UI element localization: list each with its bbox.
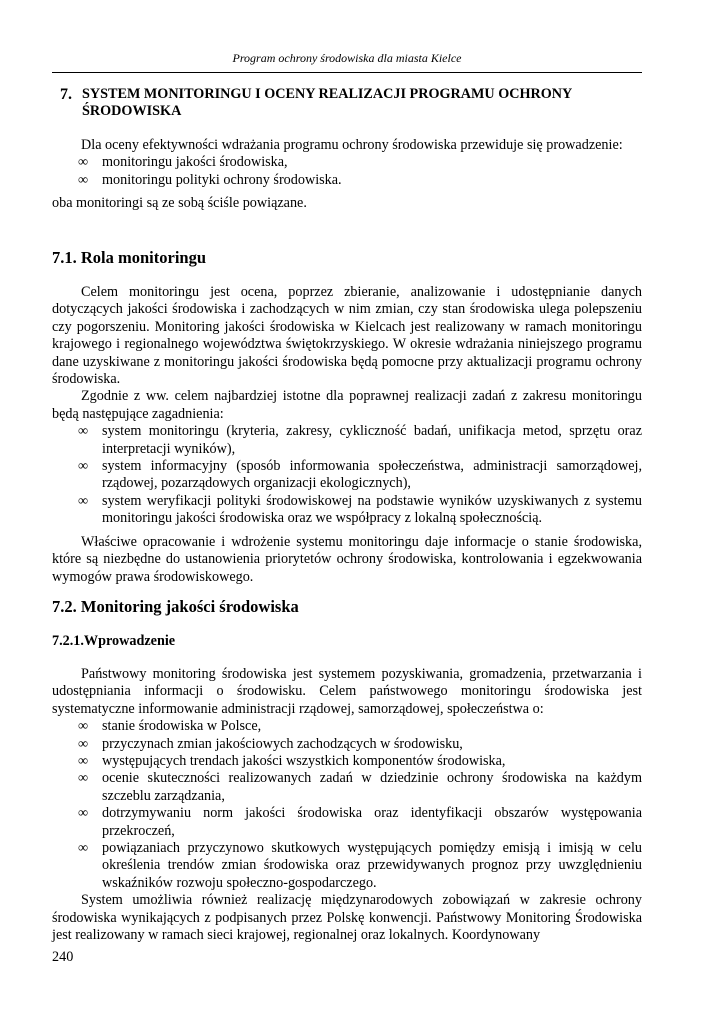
bullet-icon: ∞ — [78, 423, 89, 440]
page-number: 240 — [52, 949, 74, 965]
chapter-number: 7. — [60, 86, 72, 103]
bullet-icon: ∞ — [78, 770, 89, 787]
chapter-title: SYSTEM MONITORINGU I OCENY REALIZACJI PROGRAMU OCHRONY ŚRODOWISKA — [82, 86, 572, 120]
bullet-icon: ∞ — [78, 492, 89, 509]
list-item: ∞ stanie środowiska w Polsce, — [78, 718, 262, 735]
list-item: ∞ ocenie skuteczności realizowanych zadań w dziedzinie ochrony środowiska na każdym szczeblu zarządzania, — [78, 770, 642, 804]
list-item: ∞ monitoringu jakości środowiska, — [78, 154, 288, 171]
intro-paragraph: Dla oceny efektywności wdrażania programu ochrony środowiska przewiduje się prowadzenie: — [81, 137, 623, 153]
intro-block — [52, 137, 642, 213]
bullet-icon: ∞ — [78, 805, 89, 822]
header-divider — [52, 72, 642, 73]
list-item: ∞ system informacyjny (sposób informowania społeczeństwa, administracji samorządowej, rządowej, pozarządowych organizacji ekologicznych), — [78, 458, 642, 492]
paragraph: Właściwe opracowanie i wdrożenie systemu monitoringu daje informacje o stanie środowiska, które są niezbędne do ustanowienia priorytetów ochrony środowiska, kontrolowania i egzekwowania wymogów prawa środowiskowego. — [52, 533, 642, 585]
section-7-1-body — [52, 284, 642, 586]
subsection-heading-7-2-1 — [52, 633, 642, 650]
paragraph: System umożliwia również realizację międzynarodowych zobowiązań w zakresie ochrony środowiska wynikających z podpisanych przez Polskę konwencji. Państwowy Monitoring Środowiska jest realizowany w ramach sieci krajowej, regionalnej oraz lokalnych. Koordynowany — [52, 892, 642, 944]
bullet-icon: ∞ — [78, 171, 89, 188]
intro-list — [52, 154, 642, 189]
subsection-number: 7.2.1. — [52, 633, 84, 649]
list-item: ∞ występujących trendach jakości wszystkich komponentów środowiska, — [78, 753, 506, 770]
section-heading-7-1: 7.1. Rola monitoringu — [52, 248, 207, 267]
list-item: ∞ dotrzymywaniu norm jakości środowiska oraz identyfikacji obszarów występowania przekroczeń, — [78, 805, 642, 839]
chapter-heading — [60, 86, 620, 121]
bullet-icon: ∞ — [78, 458, 89, 475]
list-item: ∞ powiązaniach przyczynowo skutkowych występujących pomiędzy emisją i imisją w celu określenia trendów zmian środowiska oraz przewidywanych prognoz przy uwzględnieniu wskaźników rozwoju społeczno-gospodarczego. — [78, 840, 642, 891]
running-header: Program ochrony środowiska dla miasta Kielce — [232, 51, 462, 65]
bullet-icon: ∞ — [78, 154, 89, 171]
list-item: ∞ system weryfikacji polityki środowiskowej na podstawie wyników uzyskiwanych z systemu monitoringu jakości środowiska oraz we współpracy z lokalną społecznością. — [78, 492, 642, 527]
section-heading-7-2: 7.2. Monitoring jakości środowiska — [52, 597, 299, 616]
intro-closing: oba monitoringi są ze sobą ściśle powiązane. — [52, 195, 307, 212]
list-item: ∞ monitoringu polityki ochrony środowiska. — [78, 171, 342, 188]
bullet-icon: ∞ — [78, 718, 89, 735]
list-item: ∞ system monitoringu (kryteria, zakresy, cykliczność badań, unifikacja metod, sprzętu oraz interpretacji wyników), — [78, 423, 642, 457]
bullet-icon: ∞ — [78, 735, 89, 752]
section-7-2-body — [52, 666, 642, 945]
bullet-icon: ∞ — [78, 840, 89, 857]
paragraph: Państwowy monitoring środowiska jest systemem pozyskiwania, gromadzenia, przetwarzania i udostępniania informacji o środowisku. Celem państwowego monitoringu środowiska jest systematyczne informowanie administracji rządowej, samorządowej, społeczeństwa o: — [52, 666, 642, 717]
bullet-icon: ∞ — [78, 753, 89, 770]
paragraph: Celem monitoringu jest ocena, poprzez zbieranie, analizowanie i udostępnianie danych dotyczących jakości środowiska i zachodzących w nim zmian, czy stan środowiska ulega polepszeniu czy pogorszeniu. Monitoring jakości środowiska w Kielcach jest realizowany w ramach monitoringu krajowego i regionalnego województwa świętokrzyskiego. W okresie wdrażania niniejszego programu dane uzyskiwane z monitoringu jakości środowiska będą pomocne przy aktualizacji programu ochrony środowiska. — [52, 284, 642, 388]
monitoring-issues-list — [52, 423, 642, 527]
paragraph: Zgodnie z ww. celem najbardziej istotne dla poprawnej realizacji zadań z zakresu monitoringu będą następujące zagadnienia: — [52, 388, 642, 422]
list-item: ∞ przyczynach zmian jakościowych zachodzących w środowisku, — [78, 735, 463, 752]
subsection-title: Wprowadzenie — [83, 633, 176, 649]
monitoring-goals-list — [52, 718, 642, 892]
